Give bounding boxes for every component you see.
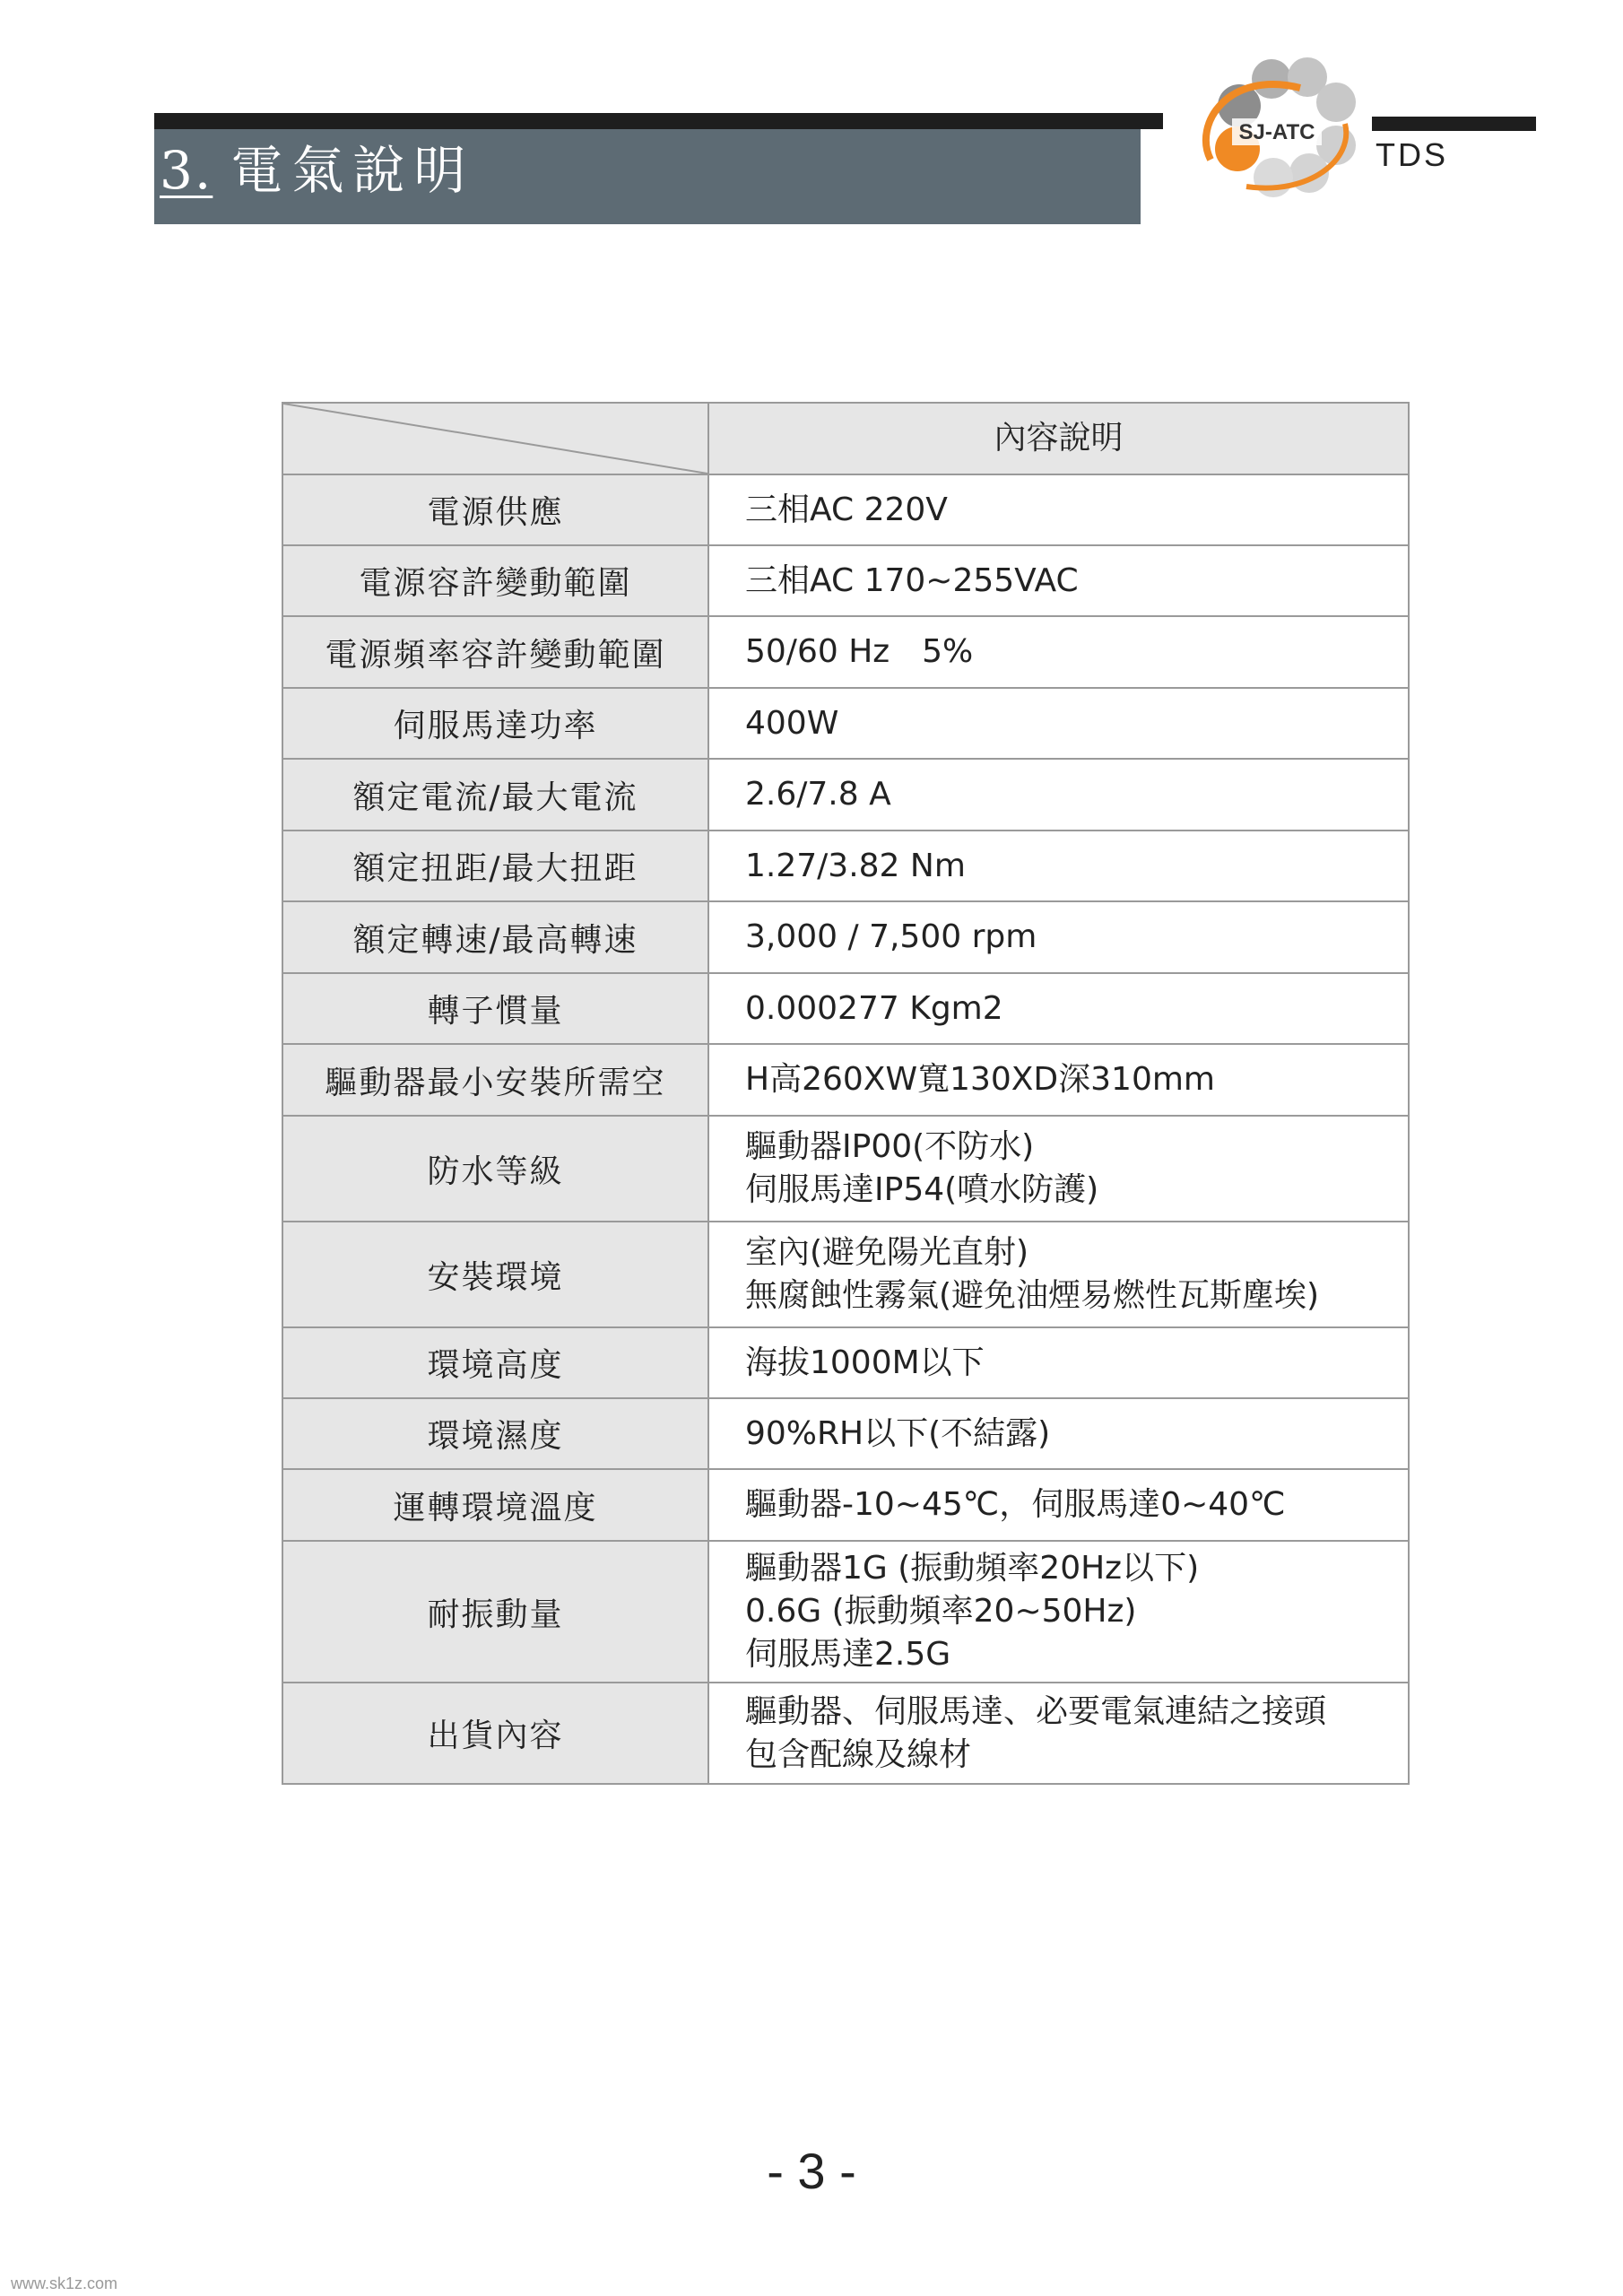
spec-value-line: 伺服馬達2.5G: [745, 1636, 951, 1673]
spec-value-line: 驅動器、伺服馬達、必要電氣連結之接頭: [745, 1692, 1327, 1730]
table-row: [282, 545, 1409, 616]
spec-value-line: 3,000 / 7,500 rpm: [745, 918, 1037, 955]
table-row: [282, 1222, 1409, 1327]
corner-cell: [282, 403, 708, 474]
spec-label: 轉子慣量: [282, 973, 708, 1044]
spec-label: 伺服馬達功率: [282, 688, 708, 759]
table-row: [282, 1469, 1409, 1541]
table-row: [282, 1327, 1409, 1398]
spec-value: [708, 474, 1409, 545]
spec-value-line: 伺服馬達IP54(噴水防護): [745, 1171, 1099, 1208]
spec-value-line: 驅動器-10~45℃，伺服馬達0~40℃: [745, 1486, 1286, 1523]
electrical-spec-table: [282, 402, 1410, 1785]
spec-value: [708, 1327, 1409, 1398]
table-row: [282, 1116, 1409, 1222]
spec-label: 額定電流/最大電流: [282, 759, 708, 831]
header-top-rule: [154, 113, 1163, 129]
section-title-text: 電氣說明: [230, 140, 475, 201]
spec-value: [708, 688, 1409, 759]
doc-type-label: TDS: [1376, 136, 1448, 173]
table-row: [282, 1044, 1409, 1116]
spec-label: 額定扭距/最大扭距: [282, 831, 708, 901]
spec-value-line: 驅動器1G (振動頻率20Hz以下): [745, 1550, 1200, 1587]
spec-label: 電源供應: [282, 474, 708, 545]
spec-value-line: 室內(避免陽光直射): [745, 1234, 1029, 1271]
logo-text: SJ-ATC: [1238, 120, 1315, 144]
table-row: [282, 616, 1409, 688]
table-row: [282, 1398, 1409, 1469]
spec-value: [708, 1222, 1409, 1327]
spec-label: 電源頻率容許變動範圍: [282, 616, 708, 688]
spec-value: [708, 1541, 1409, 1683]
table-row: [282, 474, 1409, 545]
spec-value-line: 無腐蝕性霧氣(避免油煙易燃性瓦斯塵埃): [745, 1277, 1320, 1314]
column-header: 內容說明: [708, 403, 1409, 474]
table-header-row: [282, 403, 1409, 474]
header-right-rule: [1372, 117, 1536, 131]
spec-value-line: 400W: [745, 704, 839, 742]
table-row: [282, 759, 1409, 831]
spec-label: 環境濕度: [282, 1398, 708, 1469]
spec-label: 出貨內容: [282, 1683, 708, 1784]
spec-value-line: 三相AC 170~255VAC: [745, 561, 1079, 599]
table-row: [282, 831, 1409, 901]
page-number: - 3 -: [767, 2143, 856, 2199]
spec-value-line: 0.000277 Kgm2: [745, 989, 1003, 1027]
spec-value: [708, 1683, 1409, 1784]
spec-value: [708, 831, 1409, 901]
sj-atc-logo: [1175, 52, 1381, 209]
spec-value-line: 三相AC 220V: [745, 491, 948, 528]
spec-label: 防水等級: [282, 1116, 708, 1222]
spec-value: [708, 1398, 1409, 1469]
spec-value-line: H高260XW寬130XD深310mm: [745, 1061, 1215, 1098]
spec-label: 運轉環境溫度: [282, 1469, 708, 1541]
spec-value-line: 0.6G (振動頻率20~50Hz): [745, 1593, 1137, 1630]
spec-value: [708, 1116, 1409, 1222]
table-row: [282, 1541, 1409, 1683]
spec-label: 驅動器最小安裝所需空: [282, 1044, 708, 1116]
spec-label: 安裝環境: [282, 1222, 708, 1327]
spec-value-line: 2.6/7.8 A: [745, 776, 891, 813]
spec-value: [708, 616, 1409, 688]
spec-value-line: 90%RH以下(不結露): [745, 1414, 1051, 1452]
spec-value-line: 50/60 Hz 5%: [745, 633, 974, 670]
spec-value: [708, 901, 1409, 973]
spec-label: 耐振動量: [282, 1541, 708, 1683]
table-row: [282, 1683, 1409, 1784]
spec-value: [708, 973, 1409, 1044]
spec-value: [708, 545, 1409, 616]
spec-value: [708, 759, 1409, 831]
spec-value-line: 包含配線及線材: [745, 1735, 972, 1773]
footer-url: www.sk1z.com: [11, 2274, 118, 2292]
table-row: [282, 973, 1409, 1044]
table-row: [282, 901, 1409, 973]
spec-label: 額定轉速/最高轉速: [282, 901, 708, 973]
spec-value-line: 海拔1000M以下: [745, 1344, 985, 1381]
spec-value-line: 驅動器IP00(不防水): [745, 1128, 1035, 1165]
section-title: [160, 135, 474, 206]
table-row: [282, 688, 1409, 759]
spec-value: [708, 1044, 1409, 1116]
spec-value: [708, 1469, 1409, 1541]
spec-label: 電源容許變動範圍: [282, 545, 708, 616]
spec-label: 環境高度: [282, 1327, 708, 1398]
spec-value-line: 1.27/3.82 Nm: [745, 847, 966, 884]
section-number: 3.: [160, 140, 213, 201]
